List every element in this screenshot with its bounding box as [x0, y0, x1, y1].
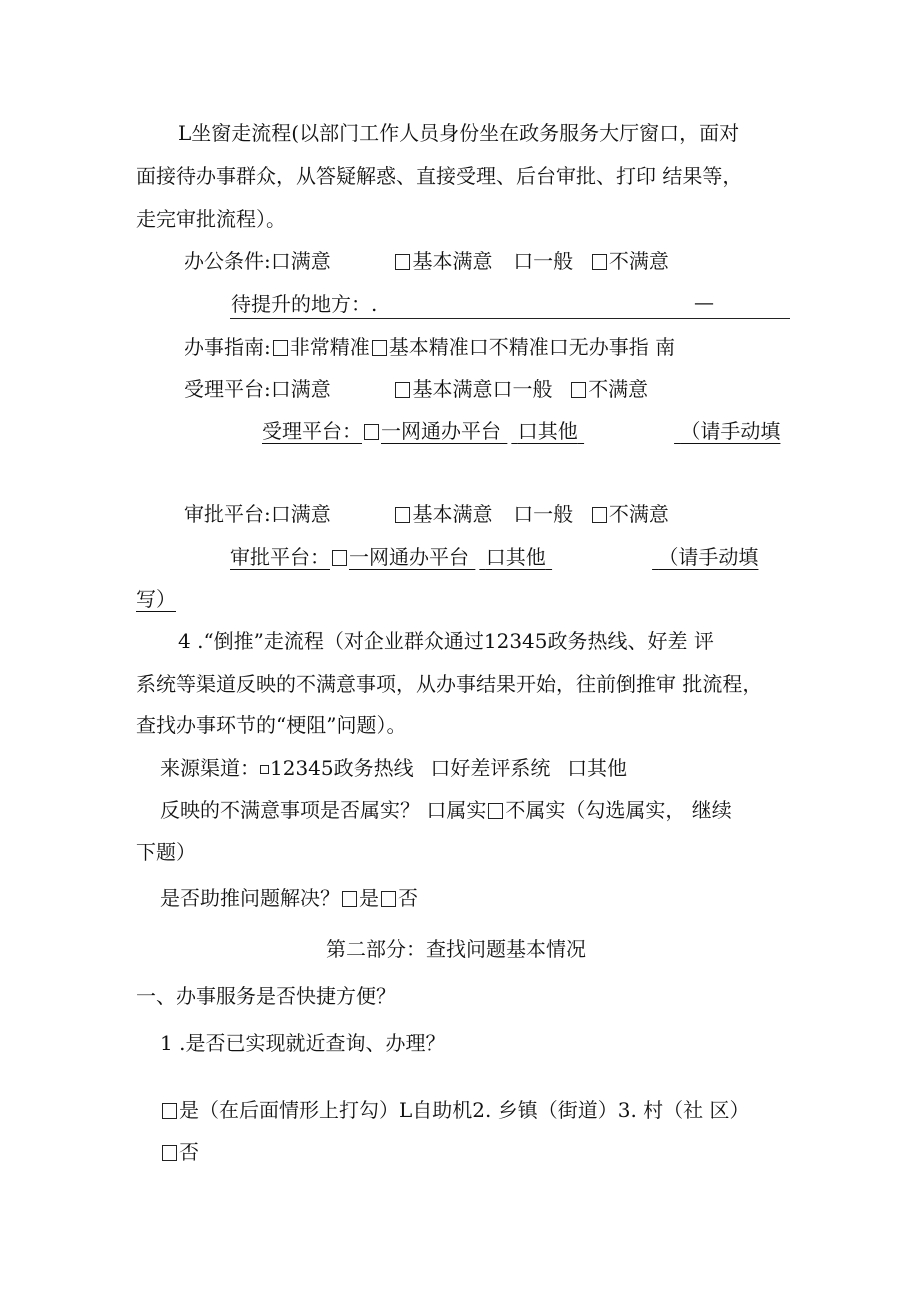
- office-conditions-row: [184, 247, 669, 275]
- paragraph-1-line-3: 走完审批流程）。: [136, 207, 286, 231]
- reflect-line-2: 下题）: [136, 840, 196, 864]
- paragraph-4-line-2: 系统等渠道反映的不满意事项，从办事结果开始，往前倒推审 批流程，: [136, 672, 763, 696]
- question-1-1-no-label: 否: [179, 1140, 199, 1164]
- approval-label: 审批平台:: [184, 502, 271, 526]
- question-1-1-yes-row: [160, 1096, 750, 1124]
- acceptance-opt-satisfied[interactable]: 口满意: [270, 377, 331, 401]
- acceptance-platform-note: （请手动填: [680, 419, 781, 443]
- paragraph-1-line-1: L坐窗走流程(以部门工作人员身份坐在政务服务大厅窗口，面对: [178, 121, 740, 145]
- assist-opt-yes: 是: [359, 886, 379, 910]
- office-unsatisfied-checkbox[interactable]: [592, 254, 607, 270]
- acceptance-row: [184, 375, 648, 403]
- source-row: [160, 754, 627, 782]
- question-1-1-yes-checkbox[interactable]: [162, 1103, 177, 1119]
- source-label: 来源渠道：: [160, 756, 260, 780]
- paragraph-1-line-2: 面接待办事群众，从答疑解惑、直接受理、后台审批、打印 结果等，: [136, 164, 743, 188]
- question-1-1-no-checkbox[interactable]: [162, 1145, 177, 1161]
- approval-platform-note-end: 写）: [136, 587, 176, 611]
- approval-platform-opt2[interactable]: 口其他: [485, 545, 546, 569]
- improvement-fill-line[interactable]: [230, 318, 790, 319]
- guide-basic-checkbox[interactable]: [372, 340, 387, 356]
- approval-platform-label: 审批平台：: [230, 545, 330, 569]
- question-1-1-no-row: [160, 1138, 199, 1166]
- assist-opt-no: 否: [398, 886, 418, 910]
- guide-label: 办事指南:: [184, 335, 271, 359]
- office-basic-checkbox[interactable]: [395, 254, 410, 270]
- approval-platform-note: （请手动填: [658, 545, 759, 569]
- reflect-false-checkbox[interactable]: [488, 803, 503, 819]
- approval-opt-unsatisfied: 不满意: [608, 502, 669, 526]
- approval-opt-average[interactable]: 口一般: [513, 502, 574, 526]
- guide-precise-checkbox[interactable]: [273, 340, 288, 356]
- office-opt-average[interactable]: 口一般: [513, 249, 574, 273]
- approval-platform-row: [230, 543, 768, 571]
- approval-row: [184, 500, 669, 528]
- source-opt-hotline: 12345政务热线: [270, 756, 414, 780]
- question-1-1-title: 1 .是否已实现就近查询、办理？: [160, 1031, 446, 1055]
- assist-no-checkbox[interactable]: [381, 891, 396, 907]
- approval-platform-checkbox[interactable]: [332, 550, 347, 566]
- approval-basic-checkbox[interactable]: [395, 507, 410, 523]
- guide-opt-rest: 基本精准口不精准口无办事指 南: [388, 335, 676, 359]
- approval-unsatisfied-checkbox[interactable]: [592, 507, 607, 523]
- acceptance-label: 受理平台:: [184, 377, 271, 401]
- acceptance-opt-unsatisfied: 不满意: [588, 377, 649, 401]
- part-2-title: 第二部分：查找问题基本情况: [326, 937, 586, 961]
- assist-row: [160, 884, 418, 912]
- approval-platform-opt1: 一网通办平台: [349, 545, 469, 569]
- paragraph-4-line-1: 4 .“倒推”走流程（对企业群众通过12345政务热线、好差 评: [178, 629, 714, 653]
- source-opt-review[interactable]: 口好差评系统: [430, 756, 551, 780]
- reflect-row: [160, 796, 732, 824]
- office-conditions-label: 办公条件:: [184, 249, 271, 273]
- assist-label: 是否助推问题解决？: [160, 886, 340, 910]
- question-1-title: 一、办事服务是否快捷方便？: [136, 984, 396, 1008]
- improvement-dash: —: [694, 290, 714, 314]
- acceptance-platform-opt1: 一网通办平台: [381, 419, 501, 443]
- improvement-label: 待提升的地方：.: [231, 292, 378, 316]
- acceptance-opt-basic: 基本满意口一般: [412, 377, 553, 401]
- source-opt-other[interactable]: 口其他: [567, 756, 628, 780]
- paragraph-4-line-3: 查找办事环节的“梗阻”问题）。: [136, 713, 407, 737]
- office-opt-basic: 基本满意: [412, 249, 493, 273]
- acceptance-unsatisfied-checkbox[interactable]: [571, 382, 586, 398]
- office-opt-unsatisfied: 不满意: [608, 249, 669, 273]
- source-hotline-checkbox[interactable]: [260, 765, 269, 774]
- office-opt-satisfied[interactable]: 口满意: [270, 249, 331, 273]
- acceptance-basic-checkbox[interactable]: [395, 382, 410, 398]
- reflect-opt-false: 不属实（勾选属实， 继续: [505, 798, 732, 822]
- approval-opt-satisfied[interactable]: 口满意: [270, 502, 331, 526]
- guide-opt-precise: 非常精准: [289, 335, 370, 359]
- question-1-1-yes-label: 是（在后面情形上打勾）L自助机2. 乡镇（街道）3. 村（社 区）: [179, 1098, 750, 1122]
- acceptance-platform-row: [262, 417, 788, 445]
- acceptance-platform-opt2[interactable]: 口其他: [517, 419, 578, 443]
- guide-row: [184, 333, 675, 361]
- acceptance-platform-checkbox[interactable]: [364, 424, 379, 440]
- acceptance-platform-label: 受理平台：: [262, 419, 362, 443]
- reflect-question: 反映的不满意事项是否属实？ 口属实: [160, 798, 487, 822]
- approval-opt-basic: 基本满意: [412, 502, 493, 526]
- assist-yes-checkbox[interactable]: [342, 891, 357, 907]
